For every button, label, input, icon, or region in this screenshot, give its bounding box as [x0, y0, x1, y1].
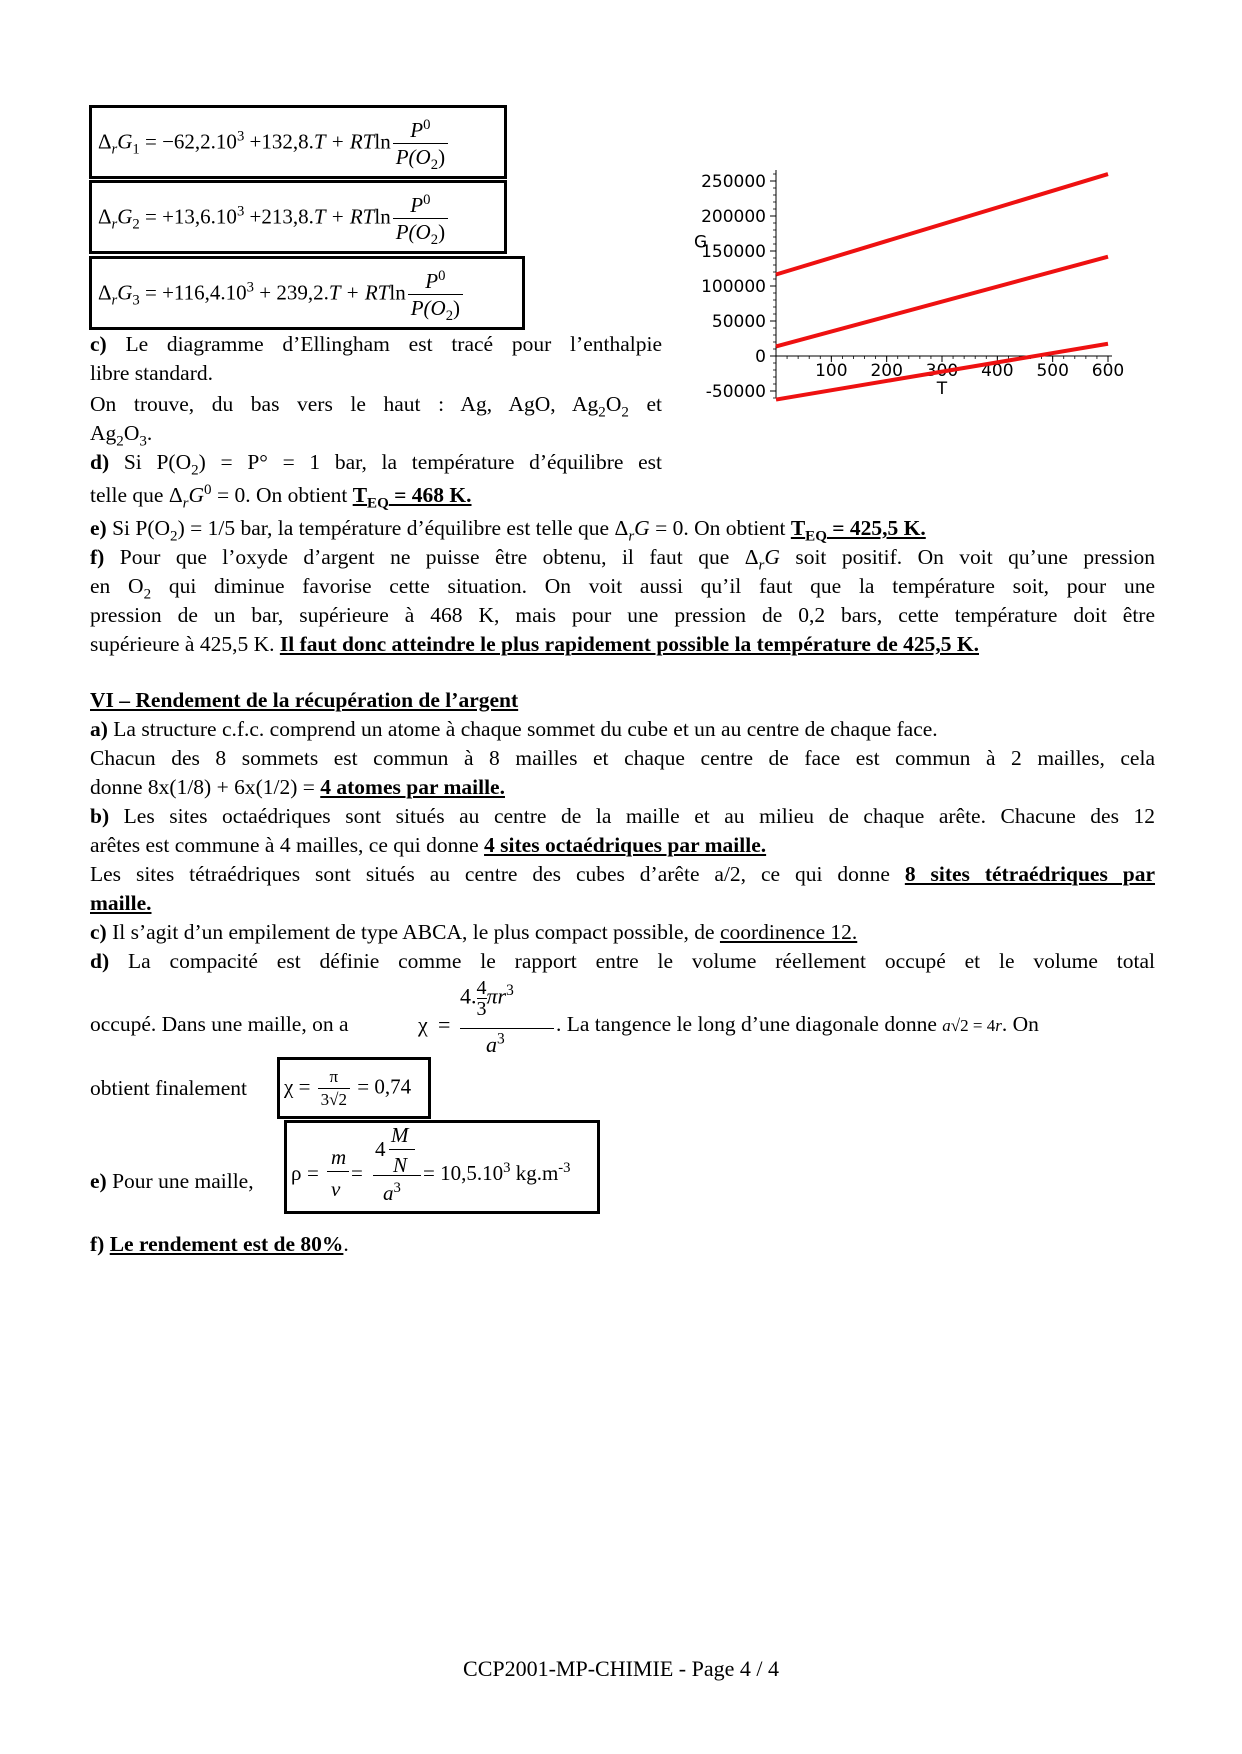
page-footer: CCP2001-MP-CHIMIE - Page 4 / 4: [463, 1656, 779, 1681]
x-tick-label: 100: [815, 361, 848, 381]
section-f-line2: en $O_2$ qui diminue favorise cette situation. On voit aussi qu’il faut que la température soit, pour une: [90, 574, 1155, 603]
section-vi-b-line4: maille.: [90, 891, 152, 915]
section-vi-d-line1: d) La compacité est définie comme le rapport entre le volume réellement occupé et le volume total: [90, 949, 1155, 973]
y-axis-label: G: [694, 232, 708, 253]
y-tick-label: 250000: [701, 172, 766, 192]
equation-box-g1: [89, 105, 507, 179]
section-vi-a-line2: Chacun des 8 sommets est commun à 8 mailles et chaque centre de face est commun à 2 mailles, cela: [90, 746, 1155, 770]
rho-result-box: ρ = m v = 4 M N $a^3$ = $10,5.10^3$ $kg.m^{-3}$: [284, 1120, 600, 1214]
y-tick-label: 150000: [701, 242, 766, 262]
section-vi-d-line3: obtient finalement: [90, 1076, 248, 1100]
y-tick-label: 50000: [711, 312, 766, 332]
section-vi-a-line3: donne 8x(1/8) + 6x(1/2) = 4 atomes par maille.: [90, 775, 505, 799]
x-tick-label: 300: [925, 361, 959, 381]
section-vi-d-line2: occupé. Dans une maille, on a: [90, 1012, 349, 1036]
section-c-line2: libre standard.: [90, 361, 213, 385]
section-c-line3: On trouve, du bas vers le haut : Ag, AgO, $Ag_2O_2$ et: [90, 392, 662, 421]
y-tick-label: 200000: [701, 207, 766, 227]
equation-box-g3: [89, 256, 525, 330]
equation-g3: $\Delta_rG_3 = +116,4.10^3 + 239,2.T + RTln$ $\frac{P^0}{P(O_2)}$: [98, 268, 465, 321]
y-tick-label: 100000: [701, 277, 766, 297]
section-vi-title: VI – Rendement de la récupération de l’argent: [90, 688, 519, 712]
document-page: $\Delta_rG_1 = -62,2.10^3 +132,8.T + RTln$ $\frac{P^0}{P(O_2)}$ $\Delta_rG_2 = +13,6.10^3 +213,8.T + RTln$ $\frac{P^0}{P(O_2)}$ $\Delta_rG_3 = +116,4.10^3 + 239,2.T + RTln$ $\frac{P^0}{P(O_2)}$ -50000 0 50000 100000 150000 200000 250000 100 200 300 400 500 600 T G c) Le diagramme d’Ellingham est tracé pour l’enthalpie libre standard. On trouve, du bas vers le haut : Ag, AgO, $Ag_2O_2$ et $Ag_2O_3$. d) Si $P(O_2) = P^\circ = 1$ bar, la température d’équilibre est telle que $\Delta_rG^0 = 0$. On obtient $T_{EQ} = 468$ K. e) Si $P(O_2) = 1/5$ bar, la température d’équilibre est telle que $\Delta_rG = 0$. On obtient $T_{EQ} = 425,5$ K. f) Pour que l’oxyde d’argent ne puisse être obtenu, il faut que $\Delta_rG$ soit positif. On voit qu’une pression en $O_2$ qui diminue favorise cette situation. On voit aussi qu’il faut que la température soit, pour une pression de un bar, supérieure à 468 K, mais pour une pression de 0,2 bars, cette température doit être supérieure à 425,5 K. Il faut donc atteindre le plus rapidement possible la température de 425,5 K. VI – Rendement de la récupération de l’argent a) La structure c.f.c. comprend un atome à chaque sommet du cube et un au centre de chaque face. Chacun des 8 sommets est commun à 8 mailles et chaque centre de face est commun à 2 mailles, cela donne 8x(1/8) + 6x(1/2) = 4 atomes par maille. b) Les sites octaédriques sont situés au centre de la maille et au milieu de chaque arête. Chacune des 12 arêtes est commune à 4 mailles, ce qui donne 4 sites octaédriques par maille. Les sites tétraédriques sont situés au centre des cubes d’arête a/2, ce qui donne 8 sites tétraédriques par maille. c) Il s’agit d’un empilement de type ABCA, le plus compact possible, de coordinence 12. d) La compacité est définie comme le rapport entre le volume réellement occupé et le volume total occupé. Dans une maille, on a χ = 4. $\frac{4}{3}$ $\pi r^3$ $a^3$ . La tangence le long d’une diagonale donne a√2 = 4r. On obtient finalement χ = $\frac{\pi}{3√2}$ = 0,74 e) Pour une maille, ρ = m v = 4 M N $a^3$ = $10,5.10^3$ $kg.m^{-3}$ f) Le rendement est de 80%. CCP2001-MP-CHIMIE - Page 4 / 4: [0, 0, 1242, 1754]
section-vi-d-line2-end: . La tangence le long d’une diagonale donne a√2 = 4r. On: [556, 1012, 1039, 1036]
y-tick-label: 0: [755, 347, 766, 367]
section-vi-b-line2: arêtes est commune à 4 mailles, ce qui donne 4 sites octaédriques par maille.: [90, 833, 767, 857]
fraction-g3: $\frac{P^0}{P(O_2)}$: [408, 268, 463, 321]
x-tick-label: 200: [870, 361, 903, 381]
y-tick-label: -50000: [705, 382, 766, 402]
x-tick-label: 600: [1091, 361, 1125, 381]
section-vi-e: e) Pour une maille,: [90, 1169, 254, 1193]
x-tick-label: 400: [981, 361, 1014, 381]
x-tick-label: 500: [1036, 361, 1069, 381]
fraction-g2: $\frac{P^0}{P(O_2)}$: [393, 192, 448, 245]
section-vi-f: f) Le rendement est de 80%.: [90, 1232, 349, 1256]
section-d-line2: telle que $\Delta_rG^0 = 0$. On obtient $T_{EQ} = 468$ K.: [90, 481, 472, 512]
fraction-g1: $\frac{P^0}{P(O_2)}$: [393, 117, 448, 170]
section-vi-a-line1: a) La structure c.f.c. comprend un atome à chaque sommet du cube et un au centre de chaque face.: [90, 717, 938, 741]
section-vi-b-line1: b) Les sites octaédriques sont situés au centre de la maille et au milieu de chaque arête. Chacune des 12: [90, 804, 1155, 828]
section-d-line1: d) Si $P(O_2) = P^\circ = 1$ bar, la température d’équilibre est: [90, 450, 662, 479]
section-c-line1: c) Le diagramme d’Ellingham est tracé pour l’enthalpie: [90, 332, 662, 356]
section-f-line3: pression de un bar, supérieure à 468 K, mais pour une pression de 0,2 bars, cette température doit être: [90, 603, 1155, 627]
section-e: e) Si $P(O_2) = 1/5$ bar, la température d’équilibre est telle que $\Delta_rG = 0$. On obtient $T_{EQ} = 425,5$ K.: [90, 516, 926, 545]
x-axis-label: T: [936, 379, 948, 399]
section-f-line1: f) Pour que l’oxyde d’argent ne puisse être obtenu, il faut que $\Delta_rG$ soit positif. On voit qu’une pression: [90, 545, 1155, 574]
section-f-line4: supérieure à 425,5 K. Il faut donc atteindre le plus rapidement possible la température de 425,5 K.: [90, 632, 979, 656]
ellingham-chart: [690, 150, 1130, 420]
section-c-line4: $Ag_2O_3$.: [90, 421, 153, 450]
equation-g1: $\Delta_rG_1 = -62,2.10^3 +132,8.T + RTln$ $\frac{P^0}{P(O_2)}$: [98, 117, 450, 170]
chi-result-box: χ = $\frac{\pi}{3√2}$ = 0,74: [277, 1057, 431, 1119]
equation-g2: $\Delta_rG_2 = +13,6.10^3 +213,8.T + RTln$ $\frac{P^0}{P(O_2)}$: [98, 192, 450, 245]
equation-box-g2: [89, 180, 507, 254]
section-vi-c: c) Il s’agit d’un empilement de type ABCA, le plus compact possible, de coordinence 12.: [90, 920, 858, 944]
series-line-3: [776, 174, 1108, 274]
series-line-2: [776, 257, 1108, 347]
section-vi-b-line3: Les sites tétraédriques sont situés au centre des cubes d’arête a/2, ce qui donne 8 sites tétraédriques par: [90, 862, 1156, 886]
